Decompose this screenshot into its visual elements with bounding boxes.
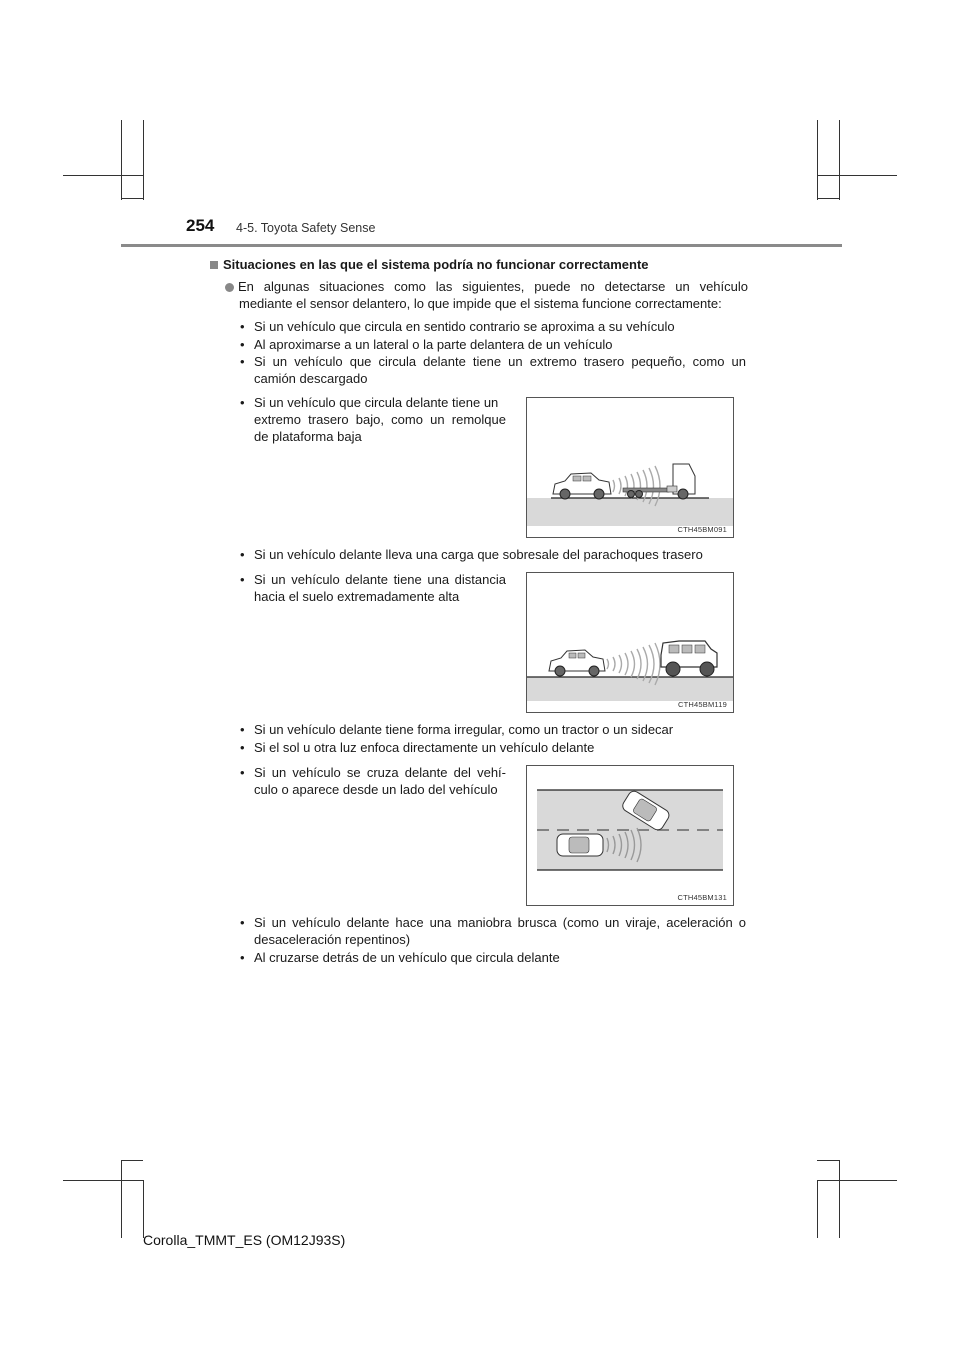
page-number: 254 <box>186 216 215 235</box>
crop-mark <box>817 1180 818 1238</box>
crop-mark <box>121 120 122 200</box>
illustration-low-trailer <box>526 397 734 538</box>
circle-bullet-icon <box>225 283 234 292</box>
list-item: • Si un vehículo delante tiene una distancia hacia el suelo extremadamente alta <box>240 572 506 604</box>
crop-mark <box>839 120 840 200</box>
crop-mark <box>817 175 897 176</box>
figure-code: CTH45BM091 <box>677 525 727 534</box>
crop-mark <box>817 1160 839 1161</box>
crop-mark <box>839 1160 840 1238</box>
intro-line-1: En algunas situaciones como las siguientes, puede no detectarse un vehículo <box>225 278 748 295</box>
heading-text: Situaciones en las que el sistema podría no funcionar correctamente <box>223 257 649 272</box>
figure-code: CTH45BM131 <box>677 893 727 902</box>
header-rule <box>121 244 842 247</box>
intro-line-2: mediante el sensor delantero, lo que impide que el sistema funcione correctamente: <box>239 296 722 311</box>
crop-mark <box>121 1160 122 1238</box>
list-item: • Si un vehículo delante hace una maniobra brusca (como un viraje, aceleración o desaceleración repentinos) <box>240 915 746 947</box>
document-id: Corolla_TMMT_ES (OM12J93S) <box>143 1232 346 1248</box>
list-item: • Si un vehículo se cruza delante del vehí- culo o aparece desde un lado del vehículo <box>240 765 506 797</box>
crop-mark <box>121 198 143 199</box>
crop-mark <box>817 198 839 199</box>
square-bullet-icon <box>210 261 218 269</box>
section-title: 4-5. Toyota Safety Sense <box>236 221 376 235</box>
crop-mark <box>143 120 144 200</box>
crop-mark <box>63 175 143 176</box>
crop-mark <box>63 1180 143 1181</box>
crop-mark <box>143 1180 144 1238</box>
illustration-crossing-vehicle <box>526 765 734 906</box>
list-item: • Si un vehículo que circula delante tiene un extremo trasero pequeño, como un camión descargado <box>240 354 746 386</box>
figure-code: CTH45BM119 <box>678 700 727 709</box>
crop-mark <box>817 1180 897 1181</box>
crop-mark <box>121 1160 143 1161</box>
illustration-high-clearance-vehicle <box>526 572 734 713</box>
crop-mark <box>817 120 818 200</box>
list-item: • Si un vehículo que circula delante tiene un extremo trasero bajo, como un remolque de plataforma baja <box>240 395 506 444</box>
subsection-heading <box>210 256 810 273</box>
